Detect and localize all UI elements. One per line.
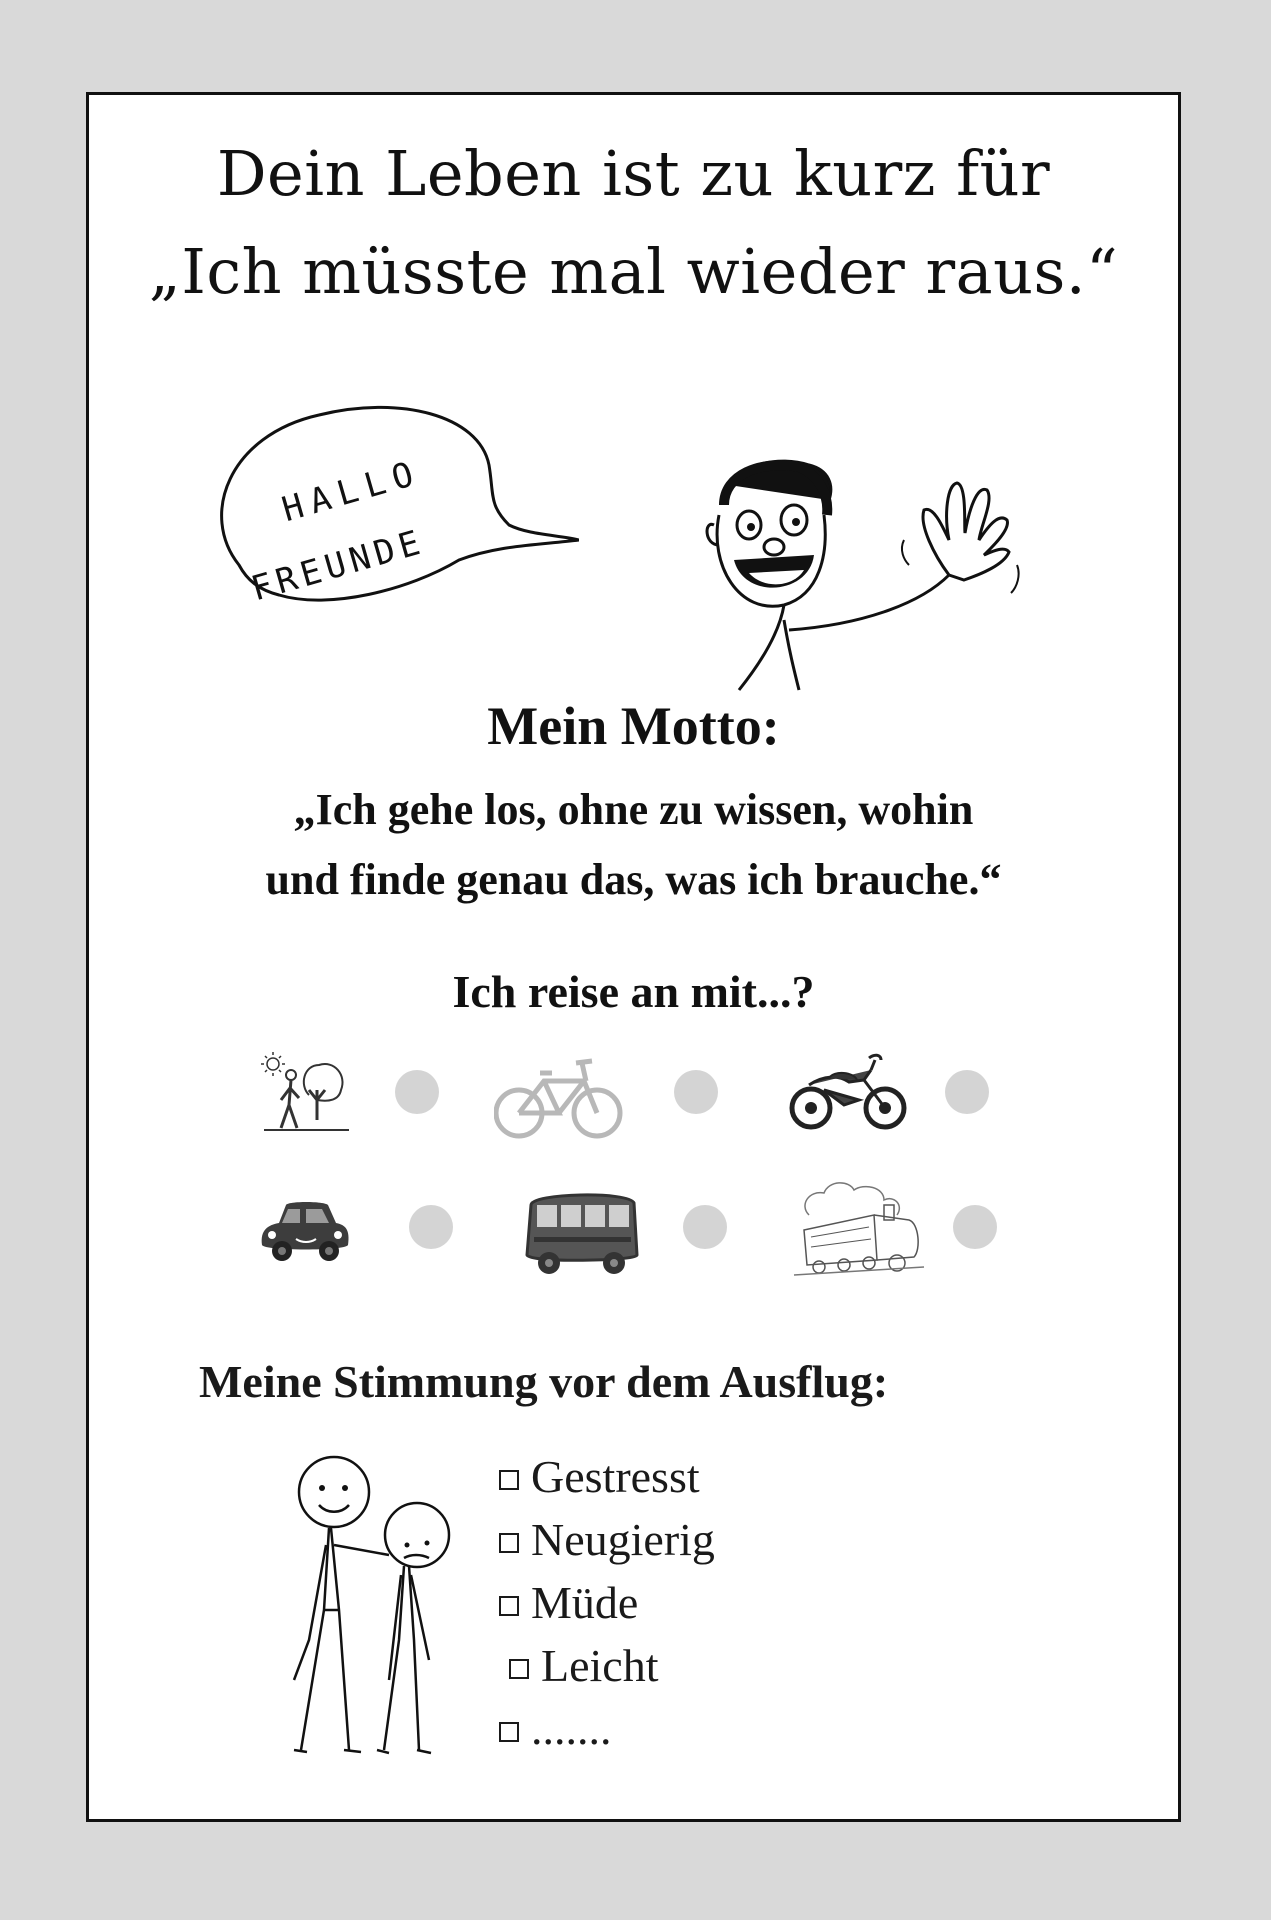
mood-option-leicht[interactable] [499,1634,715,1697]
travel-option-walking[interactable] [395,1070,439,1114]
stick-figures-illustration [289,1450,459,1770]
flyer-card [86,92,1181,1822]
travel-option-bicycle[interactable] [674,1070,718,1114]
travel-question: Ich reise an mit...? [452,966,815,1017]
car-icon [254,1195,354,1275]
motto-title: Mein Motto: [487,696,780,756]
mood-option-gestresst[interactable] [499,1445,715,1508]
waving-man-illustration [699,455,1059,695]
mood-option-muede[interactable] [499,1571,715,1634]
checkbox[interactable] [499,1470,519,1490]
mood-option-label: Leicht [541,1640,659,1691]
mood-option-label: ....... [531,1703,612,1754]
mood-options [499,1445,715,1760]
speech-bubble-illustration [209,395,579,625]
motorcycle-icon [789,1050,907,1135]
headline-line-2: „Ich müsste mal wieder raus.“ [148,235,1119,308]
motto-line-1: „Ich gehe los, ohne zu wissen, wohin [293,785,974,834]
headline-line-1: Dein Leben ist zu kurz für [216,137,1051,210]
motto-text [89,775,1178,915]
bus-icon [519,1185,644,1285]
travel-option-motorcycle[interactable] [945,1070,989,1114]
speech-bubble-line-2: FREUNDE [246,521,430,610]
mood-option-other[interactable] [499,1697,715,1760]
checkbox[interactable] [499,1533,519,1553]
mood-option-neugierig[interactable] [499,1508,715,1571]
speech-bubble-line-1: HALLO [277,452,426,531]
bicycle-icon [494,1053,624,1143]
motto-line-2: und finde genau das, was ich brauche.“ [265,855,1002,904]
train-icon [789,1175,929,1285]
checkbox[interactable] [509,1659,529,1679]
walking-icon [259,1050,354,1150]
travel-option-car[interactable] [409,1205,453,1249]
mood-option-label: Müde [531,1577,639,1628]
travel-option-train[interactable] [953,1205,997,1249]
mood-option-label: Gestresst [531,1451,700,1502]
checkbox[interactable] [499,1722,519,1742]
mood-option-label: Neugierig [531,1514,715,1565]
travel-option-bus[interactable] [683,1205,727,1249]
checkbox[interactable] [499,1596,519,1616]
headline [89,125,1178,321]
mood-title: Meine Stimmung vor dem Ausflug: [199,1356,889,1407]
